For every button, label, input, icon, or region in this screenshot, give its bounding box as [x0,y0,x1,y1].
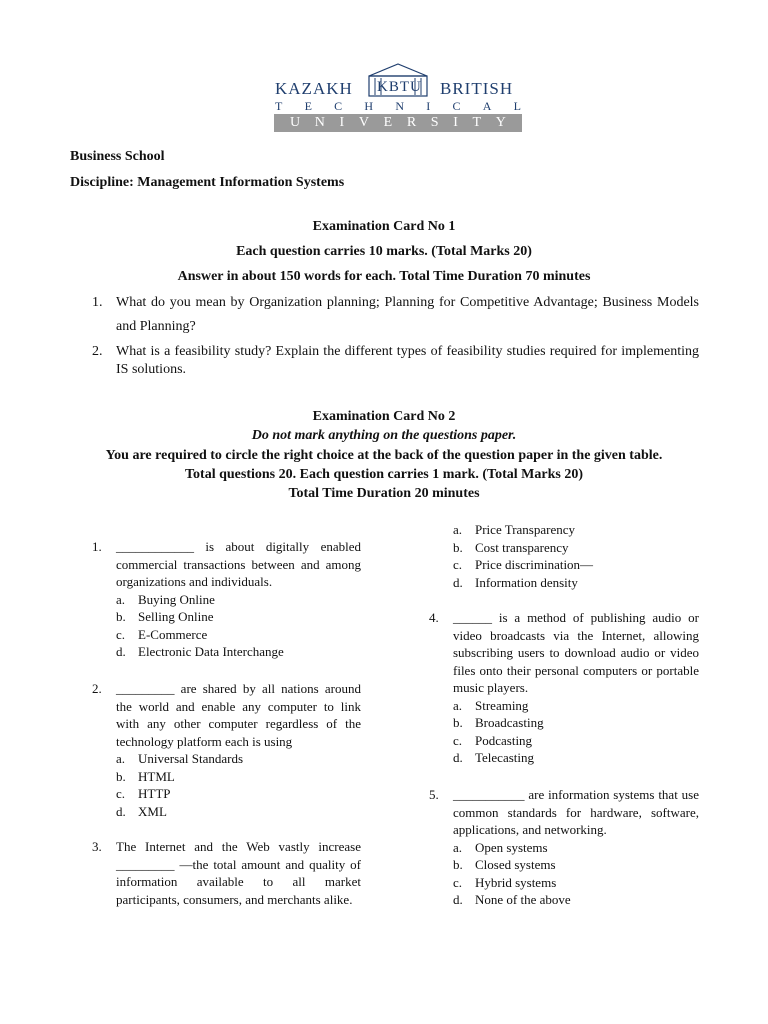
logo-letter: Y [495,115,506,130]
option-b: b. HTML [116,768,175,784]
logo-letter: N [395,99,404,113]
logo-letter: T [275,99,283,113]
question-number: 5. [429,787,439,802]
option-d: d. None of the above [453,892,571,907]
question-number: 2. [92,681,102,696]
school-name: Business School [70,149,165,164]
logo-letter: A [482,99,492,113]
mcq-question-5 [429,786,699,909]
logo-letter: R [406,115,417,130]
option-d: d. Electronic Data Interchange [116,644,284,659]
logo-word-left: KAZAKH [275,79,353,98]
logo-letter: C [334,99,343,113]
question-number: 2. [92,344,103,359]
card2-duration: Total Time Duration 20 minutes [288,486,480,501]
card2-totals: Total questions 20. Each question carries 1 mark. (Total Marks 20) [185,467,583,482]
card2-instruction: You are required to circle the right choice at the back of the question paper in the given table. [105,448,663,463]
question-text: ____________ is about digitally enabled commercial transactions between and among organizations and individuals. [116,539,361,589]
option-c: c. HTTP [116,786,171,801]
card1-title: Examination Card No 1 [312,219,456,234]
option-c: c. Price discrimination— [453,557,594,572]
logo-letter: N [314,115,325,130]
option-b: b. Cost transparency [453,539,569,555]
mcq-question-3-options [429,521,699,591]
mcq-question-4 [429,609,699,767]
logo-technical-line [275,99,521,114]
card1-question-1 [92,291,699,339]
card2-note: Do not mark anything on the questions paper. [251,428,517,443]
question-text: What is a feasibility study? Explain the different types of feasibility studies required for implementing IS solutions. [116,344,699,377]
card1-question-2 [92,343,699,379]
card1-instructions: Answer in about 150 words for each. Total Time Duration 70 minutes [177,269,591,284]
option-d: d. Telecasting [453,750,535,765]
question-text: ______ is a method of publishing audio or video broadcasts via the Internet, allowing subscribing users to download audio or video files onto their personal computers or portable music players. [453,610,699,695]
question-text: _________ are shared by all nations around the world and enable any computer to link with any other computer regardless of the technology platform each is using [116,681,361,749]
option-c: c. E-Commerce [116,626,208,642]
mcq-question-1 [92,538,361,661]
logo-letter: T [472,115,482,130]
option-a: a. Universal Standards [116,751,244,766]
university-logo [272,62,524,134]
logo-word-right: BRITISH [440,79,514,98]
logo-letter: V [358,115,369,130]
question-text: ___________ are information systems that use common standards for hardware, software, applications, and networking. [453,787,699,837]
logo-letter: E [383,115,393,130]
question-number: 4. [429,610,439,625]
card1-marks: Each question carries 10 marks. (Total Marks 20) [236,244,532,259]
question-number: 3. [92,839,102,854]
question-number: 1. [92,295,103,310]
logo-letter: C [452,99,461,113]
logo-university-bar [274,114,522,132]
option-c: c. Hybrid systems [453,874,557,890]
option-b: b. Selling Online [116,609,214,624]
option-c: c. Podcasting [453,732,533,748]
logo-letter: U [290,115,301,130]
mcq-question-3 [92,838,361,908]
option-a: a. Price Transparency [453,522,576,537]
option-d: d. Information density [453,574,578,590]
logo-letter: E [304,99,312,113]
logo-letter: I [453,115,458,130]
question-text: What do you mean by Organization planning; Planning for Competitive Advantage; Business Models and Planning? [116,295,699,334]
option-b: b. Broadcasting [453,715,544,730]
option-a: a. Streaming [453,697,529,713]
option-d: d. XML [116,803,167,819]
discipline-line [70,175,344,191]
logo-letter: I [339,115,345,130]
discipline-label: Discipline [70,175,130,190]
card2-title: Examination Card No 2 [312,409,456,424]
logo-word-center: KBTU [377,79,422,95]
logo-letter: I [426,99,431,113]
question-text: The Internet and the Web vastly increase _________ —the total amount and quality of information available to all market participants, consumers, and merchants alike. [116,839,361,907]
logo-letter: H [364,99,374,113]
option-b: b. Closed systems [453,857,556,872]
discipline-value: : Management Information Systems [129,175,345,190]
logo-letter: L [513,99,521,113]
question-number: 1. [92,539,102,554]
option-a: a. Open systems [453,839,548,855]
option-a: a. Buying Online [116,591,215,607]
mcq-question-2 [92,680,361,820]
logo-letter: S [430,115,439,130]
